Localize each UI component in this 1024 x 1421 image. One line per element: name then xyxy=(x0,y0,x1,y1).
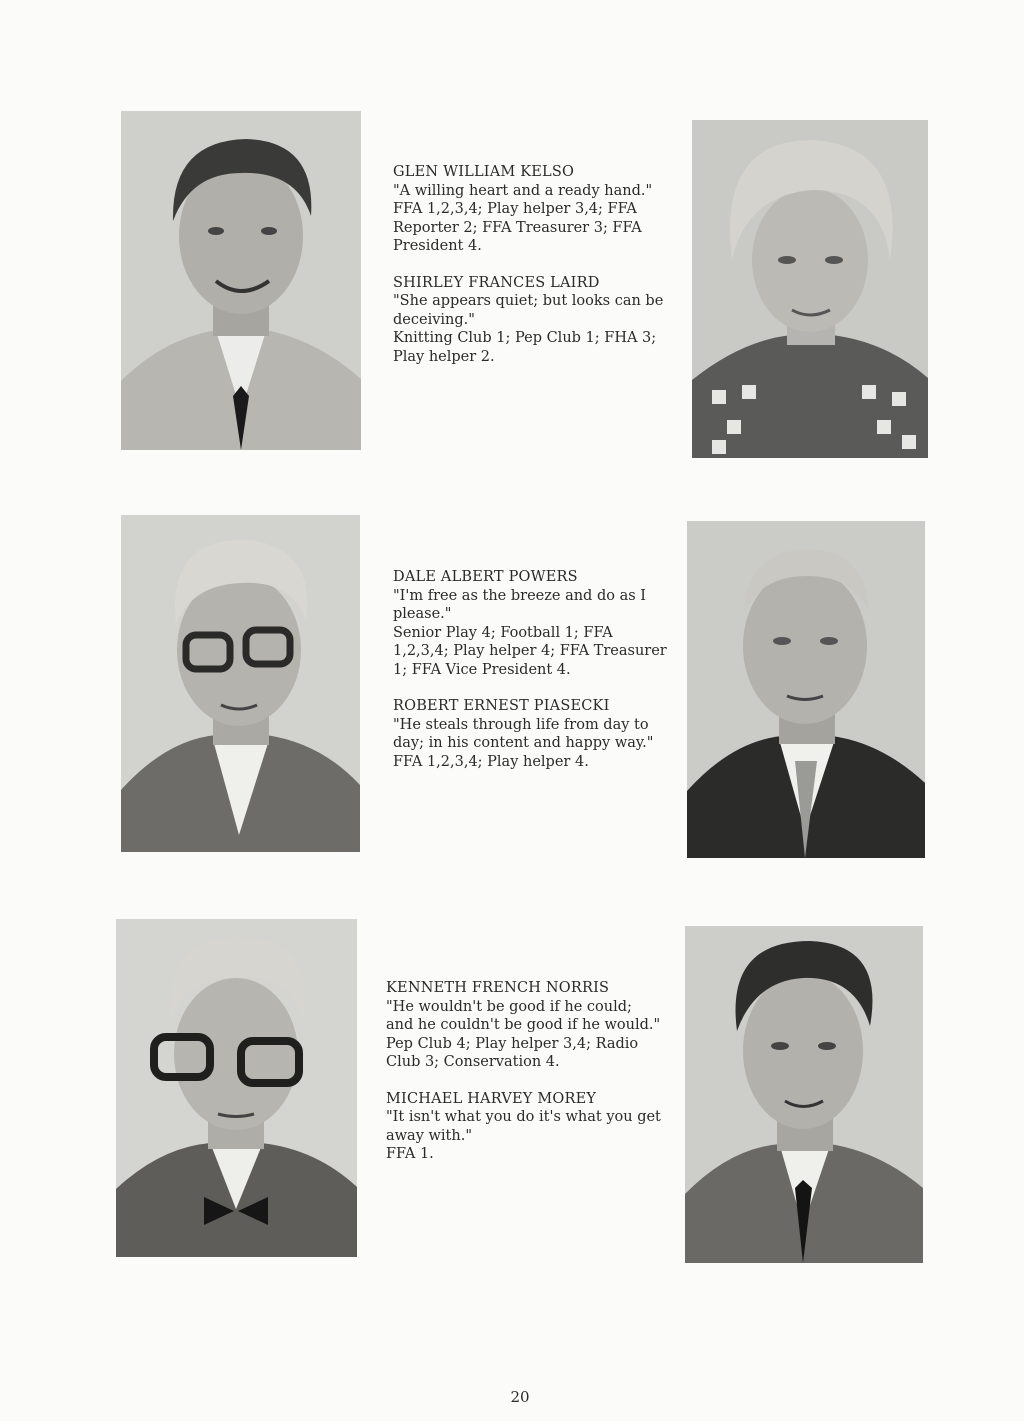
student-name: SHIRLEY FRANCES LAIRD xyxy=(393,274,600,291)
student-quote: "It isn't what you do it's what you get away with." xyxy=(386,1109,661,1144)
portrait-silhouette-icon xyxy=(685,926,923,1263)
student-activities: FFA 1,2,3,4; Play helper 4. xyxy=(393,753,589,770)
student-activities: FFA 1,2,3,4; Play helper 3,4; FFA Reporter 2; FFA Treasurer 3; FFA President 4. xyxy=(393,201,642,254)
page-number: 20 xyxy=(510,1388,530,1406)
student-quote: "She appears quiet; but looks can be deceiving." xyxy=(393,293,664,328)
student-name: DALE ALBERT POWERS xyxy=(393,569,578,585)
student-quote: "He steals through life from day to day; in his content and happy way." xyxy=(393,716,654,751)
portrait-silhouette-icon xyxy=(121,111,361,450)
portrait-robert-piasecki xyxy=(687,521,925,858)
student-activities: Knitting Club 1; Pep Club 1; FHA 3; Play helper 2. xyxy=(393,330,657,365)
portrait-silhouette-icon xyxy=(121,515,360,852)
portrait-silhouette-icon xyxy=(687,521,925,858)
portrait-kenneth-norris xyxy=(116,919,357,1257)
student-quote: "He wouldn't be good if he could; and he couldn't be good if he would." xyxy=(386,998,661,1033)
student-name: ROBERT ERNEST PIASECKI xyxy=(393,698,610,714)
student-activities: Senior Play 4; Football 1; FFA 1,2,3,4; Play helper 4; FFA Treasurer 1; FFA Vice President 4. xyxy=(393,624,667,678)
student-name: GLEN WILLIAM KELSO xyxy=(393,164,575,180)
portrait-glen-kelso xyxy=(121,111,361,450)
portrait-silhouette-icon xyxy=(692,120,928,458)
bio-block-row3 xyxy=(386,979,661,1164)
student-activities: Pep Club 4; Play helper 3,4; Radio Club 3; Conservation 4. xyxy=(386,1035,639,1070)
student-quote: "I'm free as the breeze and do as I please." xyxy=(393,587,646,622)
portrait-dale-powers xyxy=(121,515,360,852)
portrait-michael-morey xyxy=(685,926,923,1263)
bio-block-row1 xyxy=(393,163,668,366)
bio-block-row2 xyxy=(393,568,668,771)
student-activities: FFA 1. xyxy=(386,1146,434,1162)
student-quote: "A willing heart and a ready hand." xyxy=(393,182,653,199)
portrait-shirley-laird xyxy=(692,120,928,458)
student-name: MICHAEL HARVEY MOREY xyxy=(386,1090,597,1107)
student-name: KENNETH FRENCH NORRIS xyxy=(386,980,610,996)
portrait-silhouette-icon xyxy=(116,919,357,1257)
